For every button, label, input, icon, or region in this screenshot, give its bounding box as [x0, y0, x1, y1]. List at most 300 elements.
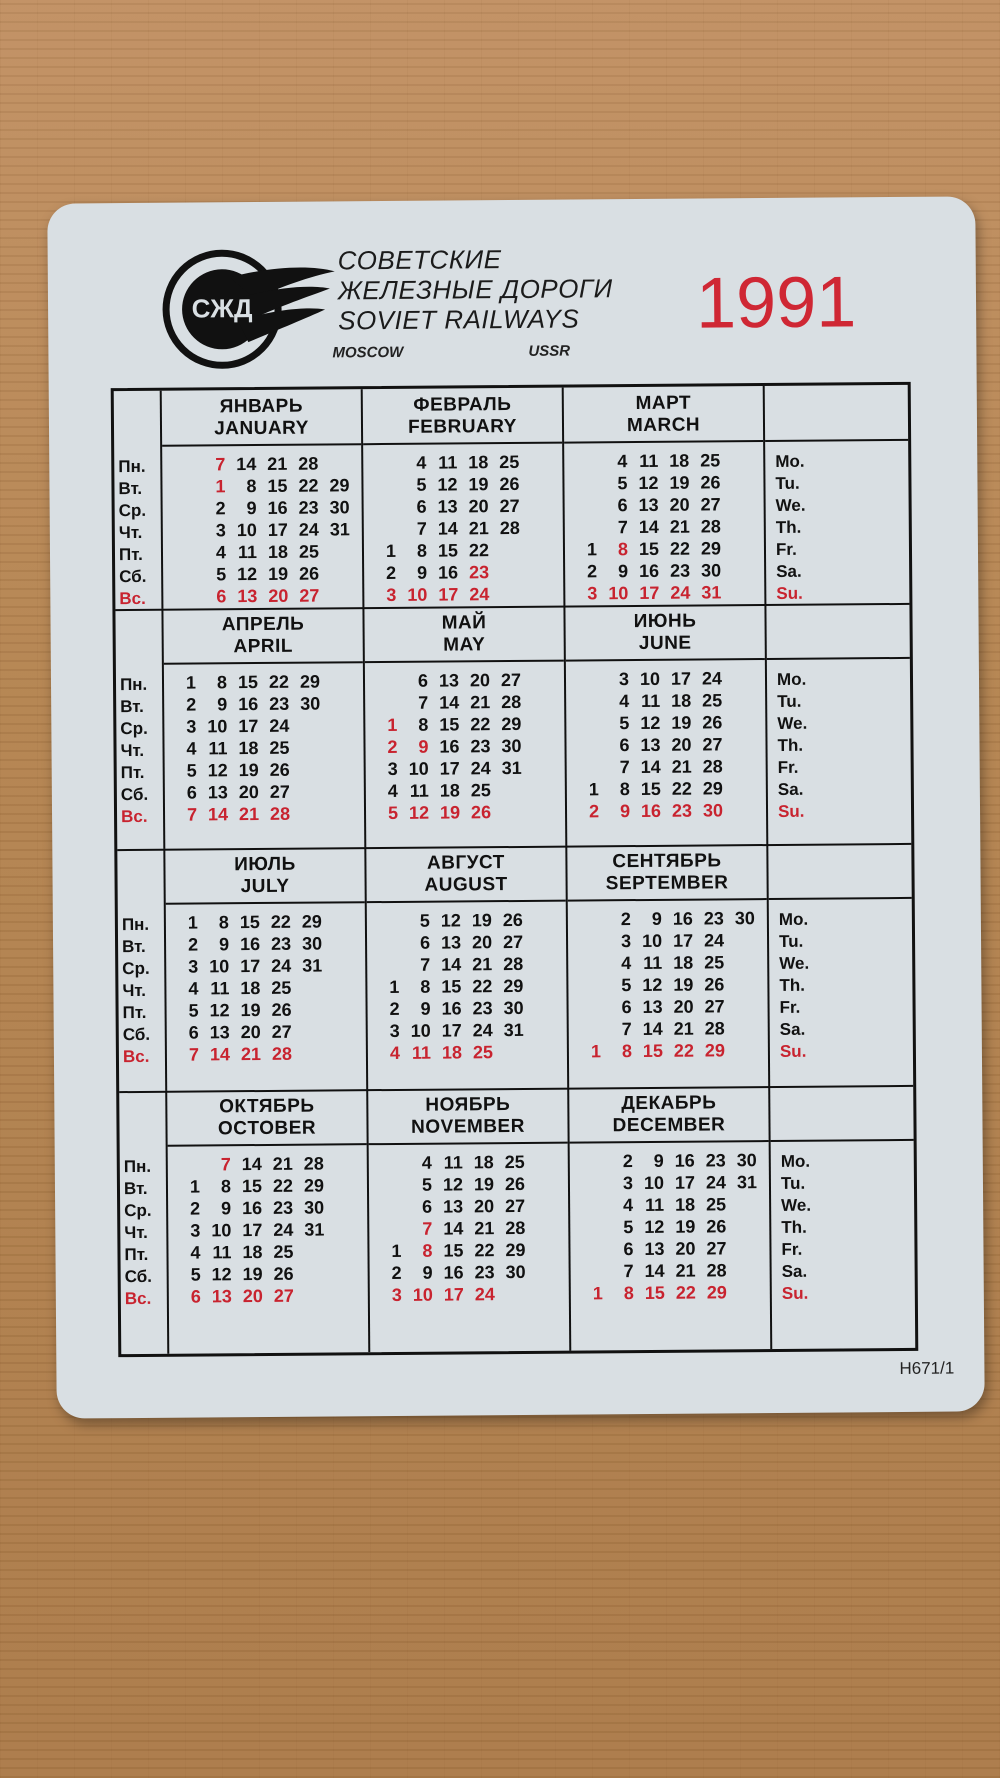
day-number: 31 — [329, 519, 350, 540]
day-number: 6 — [216, 586, 227, 607]
weekday-label-en: Fr. — [781, 1239, 803, 1259]
day-number: 10 — [412, 1284, 433, 1305]
month-header — [162, 389, 361, 447]
day-number: 7 — [215, 454, 226, 475]
day-number: 31 — [304, 1219, 325, 1240]
print-code: H671/1 — [899, 1358, 955, 1379]
day-number: 17 — [240, 956, 261, 977]
day-number: 28 — [700, 516, 721, 537]
day-number: 31 — [302, 955, 323, 976]
day-number: 29 — [700, 538, 722, 559]
day-number: 29 — [501, 713, 522, 735]
day-number: 2 — [622, 1151, 633, 1172]
month-name-en: DECEMBER — [612, 1114, 726, 1137]
day-number: 9 — [619, 801, 631, 822]
railway-logo — [160, 246, 336, 372]
month-name-ru: ИЮНЬ — [633, 610, 697, 633]
month-name-ru: ЯНВАРЬ — [219, 395, 304, 418]
day-number: 19 — [471, 910, 492, 931]
day-number: 24 — [474, 1284, 495, 1305]
month-name-en: SEPTEMBER — [605, 872, 729, 895]
day-number: 11 — [641, 690, 661, 712]
day-number: 17 — [670, 668, 692, 689]
month-july — [165, 847, 368, 1091]
weekday-label-ru: Вт. — [122, 936, 146, 957]
day-number: 15 — [267, 475, 288, 496]
day-number: 12 — [237, 564, 258, 585]
weekday-label-en: Mo. — [780, 1151, 811, 1171]
day-number: 30 — [503, 997, 524, 1019]
country-label: USSR — [528, 342, 571, 360]
day-number: 8 — [617, 539, 629, 560]
day-number: 19 — [473, 1174, 495, 1195]
day-number: 30 — [702, 800, 724, 821]
day-number: 16 — [439, 736, 460, 757]
day-number: 29 — [505, 1239, 526, 1261]
month-august — [366, 846, 569, 1090]
weekday-label-en: We. — [777, 713, 808, 733]
quarter-row — [117, 843, 913, 1093]
day-number: 9 — [422, 1262, 433, 1283]
day-number: 11 — [438, 452, 458, 473]
day-number: 12 — [207, 760, 228, 781]
day-number: 8 — [418, 714, 429, 735]
day-number: 28 — [704, 1018, 725, 1039]
day-number: 8 — [246, 476, 257, 497]
day-number: 16 — [438, 562, 459, 583]
day-number: 5 — [619, 713, 630, 734]
day-number: 8 — [220, 1176, 232, 1197]
month-header — [364, 606, 563, 664]
en-weekday-column — [770, 1085, 915, 1349]
quarter-row — [115, 603, 911, 851]
day-number: 8 — [420, 976, 431, 997]
day-number: 12 — [437, 474, 458, 495]
day-number: 17 — [438, 584, 459, 605]
day-number: 7 — [617, 517, 628, 538]
day-number: 20 — [238, 782, 259, 803]
day-number: 10 — [408, 758, 429, 779]
day-number: 28 — [271, 1043, 293, 1064]
month-header — [163, 607, 362, 665]
day-number: 21 — [671, 756, 692, 777]
weekday-label-ru: Ср. — [120, 718, 148, 739]
day-number: 14 — [443, 1218, 464, 1239]
day-number: 13 — [642, 996, 663, 1018]
day-number: 15 — [644, 1282, 665, 1304]
day-number: 20 — [474, 1196, 495, 1217]
day-number: 25 — [271, 977, 292, 998]
month-header — [569, 1086, 768, 1144]
day-number: 15 — [441, 976, 462, 997]
day-number: 18 — [267, 541, 289, 562]
day-number: 6 — [619, 735, 630, 756]
day-number: 9 — [217, 694, 228, 715]
header-line-3: SOVIET RAILWAYS — [338, 303, 580, 336]
weekday-label-ru: Сб. — [124, 1266, 153, 1287]
weekday-label-ru: Пн. — [118, 456, 146, 477]
day-number: 4 — [623, 1195, 634, 1216]
day-number: 22 — [268, 671, 290, 692]
day-number: 13 — [644, 1238, 665, 1260]
day-number: 12 — [442, 1174, 464, 1195]
day-number: 24 — [670, 582, 691, 603]
month-name-en: MARCH — [626, 414, 701, 437]
month-name-ru: АВГУСТ — [426, 852, 505, 874]
year-label: 1991 — [695, 262, 857, 344]
month-name-en: JUNE — [638, 632, 692, 655]
calendar-grid — [111, 382, 919, 1357]
month-november — [368, 1088, 571, 1353]
month-name-en: APRIL — [233, 635, 294, 658]
day-number: 6 — [623, 1239, 634, 1260]
day-number: 27 — [271, 1021, 292, 1042]
month-name-ru: ФЕВРАЛЬ — [413, 394, 512, 416]
day-number: 3 — [387, 758, 398, 780]
day-number: 8 — [621, 1041, 632, 1062]
day-number: 21 — [468, 518, 489, 539]
day-number: 26 — [702, 712, 723, 733]
month-june — [565, 604, 768, 846]
day-number: 18 — [240, 978, 261, 999]
day-number: 14 — [241, 1154, 262, 1175]
day-number: 11 — [208, 738, 228, 759]
day-number: 26 — [499, 473, 520, 495]
day-number: 13 — [440, 932, 462, 953]
day-number: 26 — [502, 909, 523, 931]
day-number: 10 — [641, 930, 663, 952]
day-number: 30 — [501, 735, 522, 757]
day-number: 27 — [704, 996, 725, 1017]
weekday-label-en: Mo. — [778, 909, 809, 929]
en-weekday-column — [768, 843, 913, 1086]
day-number: 1 — [590, 1041, 601, 1062]
day-number: 6 — [621, 997, 632, 1018]
day-number: 15 — [239, 912, 260, 933]
weekday-label-en: We. — [775, 495, 806, 515]
day-number: 15 — [237, 672, 259, 693]
day-number: 8 — [216, 672, 228, 693]
day-number: 9 — [651, 908, 662, 929]
weekday-label-ru: Вс. — [124, 1288, 152, 1309]
day-number: 3 — [386, 584, 397, 606]
day-number: 12 — [644, 1216, 665, 1238]
weekday-label-ru: Вт. — [123, 1178, 148, 1199]
day-number: 13 — [638, 494, 659, 516]
day-number: 1 — [586, 539, 598, 560]
day-number: 4 — [186, 738, 197, 759]
month-name-en: OCTOBER — [217, 1117, 317, 1140]
day-number: 12 — [440, 910, 461, 931]
day-number: 4 — [621, 953, 632, 974]
day-number: 17 — [242, 1220, 263, 1241]
day-number: 13 — [237, 586, 258, 607]
day-number: 8 — [416, 540, 428, 561]
day-number: 30 — [300, 693, 321, 714]
day-number: 15 — [640, 778, 661, 800]
day-number: 20 — [268, 585, 289, 606]
day-number: 2 — [387, 736, 398, 758]
day-number: 19 — [242, 1264, 263, 1285]
day-number: 9 — [221, 1198, 232, 1219]
month-february — [363, 388, 566, 608]
weekday-label-en: Th. — [775, 517, 802, 537]
day-number: 15 — [443, 1240, 464, 1261]
weekday-label-ru: Сб. — [120, 784, 149, 805]
day-number: 7 — [418, 692, 429, 713]
day-number: 20 — [471, 932, 493, 953]
day-number: 24 — [701, 668, 723, 689]
day-number: 6 — [422, 1196, 433, 1217]
month-name-ru: СЕНТЯБРЬ — [612, 850, 722, 873]
month-september — [567, 844, 770, 1088]
day-number: 13 — [443, 1196, 464, 1217]
day-number: 25 — [298, 541, 320, 562]
day-number: 20 — [242, 1286, 263, 1307]
day-number: 18 — [671, 690, 692, 711]
day-number: 16 — [441, 998, 462, 1019]
ru-weekday-column — [119, 1091, 169, 1354]
header-line-1: СОВЕТСКИЕ — [337, 244, 502, 276]
day-number: 22 — [468, 540, 490, 561]
day-number: 7 — [623, 1261, 634, 1282]
day-number: 28 — [298, 453, 319, 474]
day-number: 25 — [472, 1042, 493, 1063]
day-number: 4 — [215, 542, 227, 563]
month-header — [565, 604, 764, 662]
weekday-label-ru: Чт. — [124, 1222, 148, 1243]
day-number: 25 — [273, 1241, 294, 1262]
day-number: 27 — [499, 495, 520, 517]
day-number: 20 — [673, 996, 694, 1017]
quarter-row — [114, 385, 910, 611]
day-number: 21 — [669, 516, 690, 537]
day-number: 3 — [618, 669, 630, 690]
day-number: 11 — [643, 952, 663, 974]
month-name-en: NOVEMBER — [411, 1115, 525, 1138]
day-number: 3 — [622, 1173, 634, 1194]
day-number: 2 — [190, 1198, 201, 1219]
day-number: 5 — [621, 975, 632, 996]
month-march — [564, 386, 767, 606]
weekday-label-ru: Вт. — [118, 478, 143, 499]
day-number: 17 — [674, 1172, 696, 1193]
day-number: 25 — [504, 1151, 525, 1173]
month-header — [368, 1088, 567, 1146]
day-number: 21 — [267, 453, 288, 474]
day-number: 9 — [218, 934, 230, 955]
day-number: 26 — [504, 1173, 526, 1195]
day-number: 22 — [669, 538, 691, 559]
weekday-label-en: Th. — [777, 735, 804, 755]
calendar-card — [47, 196, 985, 1418]
day-number: 23 — [269, 693, 290, 714]
day-number: 14 — [644, 1260, 665, 1282]
day-number: 5 — [617, 473, 628, 494]
day-number: 14 — [638, 516, 659, 538]
weekday-label-ru: Вс. — [119, 588, 146, 609]
day-number: 4 — [188, 978, 199, 999]
day-number: 15 — [241, 1176, 263, 1197]
day-number: 10 — [209, 956, 230, 977]
day-number: 17 — [439, 758, 460, 779]
day-number: 24 — [271, 955, 292, 976]
day-number: 16 — [238, 694, 259, 715]
day-number: 21 — [673, 1018, 694, 1039]
weekday-label-ru: Ср. — [122, 958, 150, 979]
day-number: 15 — [642, 1040, 663, 1062]
day-number: 10 — [639, 668, 661, 690]
day-number: 17 — [672, 930, 694, 951]
day-number: 22 — [470, 714, 491, 735]
ru-weekday-column — [117, 849, 167, 1091]
day-number: 16 — [267, 497, 288, 518]
day-number: 26 — [470, 802, 492, 823]
day-number: 28 — [499, 517, 520, 539]
month-name-en: FEBRUARY — [407, 415, 518, 438]
day-number: 22 — [298, 475, 319, 496]
day-number: 3 — [190, 1220, 201, 1241]
day-number: 19 — [268, 563, 289, 584]
day-number: 4 — [190, 1242, 201, 1263]
day-number: 3 — [186, 716, 197, 737]
day-number: 20 — [671, 734, 692, 755]
day-number: 19 — [671, 712, 692, 733]
day-number: 5 — [416, 474, 427, 495]
day-number: 31 — [736, 1172, 758, 1193]
day-number: 20 — [469, 670, 491, 691]
day-number: 11 — [411, 1042, 432, 1063]
day-number: 29 — [301, 911, 322, 932]
day-number: 9 — [618, 561, 629, 582]
day-number: 29 — [303, 1175, 325, 1196]
day-number: 11 — [212, 1242, 232, 1263]
weekday-label-ru: Пн. — [121, 914, 150, 935]
en-weekday-column — [765, 385, 910, 604]
day-number: 20 — [675, 1238, 696, 1259]
day-number: 14 — [236, 454, 257, 475]
weekday-label-en: Tu. — [780, 1173, 806, 1193]
day-number: 23 — [273, 1197, 294, 1218]
day-number: 18 — [242, 1242, 263, 1263]
day-number: 3 — [587, 583, 598, 604]
day-number: 22 — [474, 1240, 495, 1261]
day-number: 20 — [468, 496, 489, 517]
weekday-label-en: Su. — [777, 801, 805, 821]
month-december — [569, 1086, 772, 1351]
weekday-label-en: Th. — [781, 1217, 807, 1237]
day-number: 5 — [190, 1264, 201, 1285]
day-number: 17 — [443, 1284, 464, 1305]
day-number: 25 — [702, 690, 723, 711]
day-number: 6 — [617, 495, 628, 516]
weekday-label-ru: Вс. — [120, 806, 148, 827]
day-number: 11 — [645, 1194, 665, 1215]
weekday-label-en: Su. — [776, 583, 803, 603]
day-number: 29 — [706, 1282, 727, 1303]
weekday-label-ru: Ср. — [118, 500, 147, 521]
day-number: 2 — [588, 801, 600, 822]
month-april — [163, 607, 366, 849]
day-number: 18 — [439, 780, 460, 801]
weekday-label-ru: Сб. — [122, 1024, 151, 1045]
day-number: 5 — [216, 564, 227, 585]
day-number: 16 — [443, 1262, 464, 1283]
day-number: 1 — [389, 976, 400, 997]
day-number: 29 — [503, 975, 524, 997]
day-number: 12 — [640, 712, 661, 734]
day-number: 13 — [207, 782, 228, 803]
day-number: 2 — [186, 694, 197, 715]
day-number: 14 — [441, 954, 462, 975]
day-number: 4 — [617, 451, 628, 472]
day-number: 10 — [207, 716, 228, 737]
day-number: 30 — [505, 1261, 526, 1283]
day-number: 23 — [670, 560, 691, 581]
day-number: 14 — [207, 804, 229, 825]
month-name-ru: НОЯБРЬ — [425, 1094, 511, 1116]
day-number: 2 — [620, 909, 631, 930]
weekday-label-en: Sa. — [776, 561, 802, 581]
day-number: 15 — [638, 538, 660, 560]
day-number: 18 — [675, 1194, 696, 1215]
day-number: 28 — [503, 953, 524, 975]
day-number: 22 — [270, 911, 291, 932]
day-number: 10 — [211, 1220, 232, 1241]
day-number: 28 — [706, 1260, 727, 1281]
day-number: 7 — [619, 757, 630, 778]
day-number: 23 — [671, 800, 693, 821]
day-number: 19 — [673, 974, 694, 995]
weekday-label-ru: Ср. — [124, 1200, 152, 1221]
day-number: 28 — [303, 1153, 324, 1174]
day-number: 16 — [674, 1150, 695, 1171]
weekday-label-ru: Пт. — [124, 1244, 149, 1265]
day-number: 7 — [220, 1154, 231, 1175]
day-number: 7 — [188, 1044, 200, 1065]
day-number: 14 — [640, 756, 661, 778]
day-number: 23 — [270, 933, 292, 954]
day-number: 21 — [470, 692, 491, 713]
day-number: 2 — [587, 561, 598, 582]
day-number: 21 — [238, 804, 260, 825]
day-number: 29 — [329, 475, 350, 496]
day-number: 23 — [298, 497, 319, 518]
day-number: 2 — [391, 1262, 402, 1283]
month-january — [162, 389, 365, 609]
day-number: 4 — [387, 780, 398, 802]
day-number: 27 — [706, 1238, 727, 1259]
day-number: 27 — [700, 494, 721, 515]
day-number: 23 — [474, 1262, 495, 1283]
day-number: 19 — [675, 1216, 696, 1237]
day-number: 20 — [240, 1022, 261, 1043]
day-number: 12 — [211, 1264, 232, 1285]
day-number: 6 — [188, 1022, 199, 1043]
day-number: 1 — [185, 672, 197, 693]
day-number: 24 — [469, 584, 490, 605]
day-number: 19 — [439, 802, 461, 823]
month-name-ru: МАРТ — [635, 392, 692, 415]
day-number: 8 — [422, 1240, 433, 1261]
day-number: 24 — [298, 519, 319, 540]
day-number: 9 — [417, 562, 428, 583]
day-number: 29 — [299, 671, 321, 692]
day-number: 12 — [642, 974, 663, 996]
day-number: 22 — [675, 1282, 696, 1303]
day-number: 10 — [608, 583, 629, 604]
day-number: 25 — [470, 780, 491, 801]
